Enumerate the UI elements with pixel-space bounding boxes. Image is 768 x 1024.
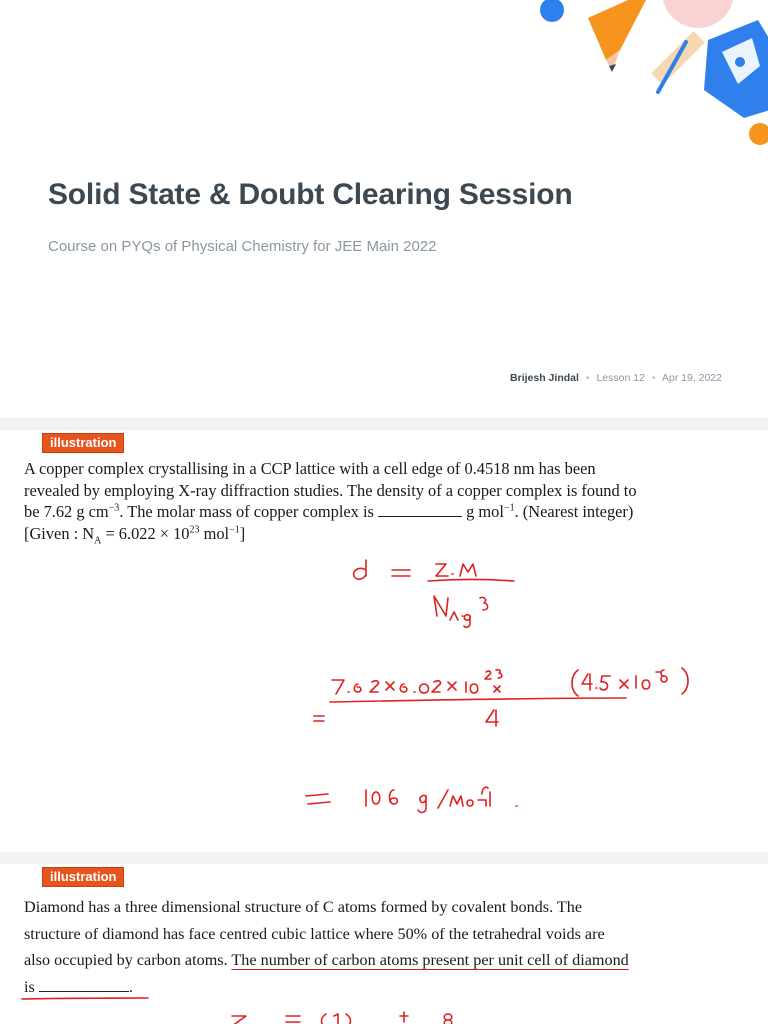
illustration-slide-2	[0, 864, 768, 1024]
cover-slide	[0, 0, 768, 418]
handwritten-solution	[0, 430, 768, 852]
handwritten-substitution	[314, 668, 688, 726]
question-line: also occupied by carbon atoms. The number of carbon atoms present per unit cell of diamond	[24, 951, 629, 969]
handwritten-density-formula	[354, 560, 514, 627]
illustration-tag: illustration	[42, 867, 124, 887]
page-divider	[0, 418, 768, 430]
question-line: be 7.62 g $cm^{-3}$. The molar mass of copper complex is g mol$^{-1}$. (Nearest integer)	[24, 502, 634, 522]
blue-dot-decoration	[540, 0, 564, 22]
meta-separator: •	[585, 372, 590, 384]
decorative-stationery-illustration	[508, 0, 768, 160]
question-line: [Given : $N_A = 6.022 \times 10^{23}$ mol$^{-1}$]	[24, 523, 246, 547]
handwritten-partial-working	[0, 864, 768, 1024]
lesson-meta	[510, 372, 722, 384]
question-line: Diamond has a three dimensional structure of C atoms formed by covalent bonds. The	[24, 898, 583, 916]
illustration-tag: illustration	[42, 433, 124, 453]
pink-circle-decoration	[662, 0, 734, 28]
question-line: A copper complex crystallising in a CCP lattice with a cell edge of 0.4518 nm has been	[24, 459, 596, 478]
meta-separator: •	[651, 372, 656, 384]
illustration-slide-1	[0, 430, 768, 852]
lesson-number: Lesson 12	[596, 372, 645, 384]
question-line: structure of diamond has face centred cubic lattice where 50% of the tetrahedral voids are	[24, 924, 605, 943]
question-line: revealed by employing X-ray diffraction studies. The density of a copper complex is found to	[24, 480, 637, 500]
handwritten-result	[306, 787, 517, 812]
page-title: Solid State & Doubt Clearing Session	[48, 178, 573, 211]
lesson-date: Apr 19, 2022	[661, 372, 722, 384]
orange-dot-decoration	[749, 123, 768, 145]
pencil-decoration	[588, 0, 646, 60]
highlighted-question: The number of carbon atoms present per unit cell of diamond	[231, 951, 629, 969]
question-line: is .	[24, 977, 133, 996]
page-divider	[0, 852, 768, 864]
author-name: Brijesh Jindal	[510, 372, 579, 384]
course-subtitle: Course on PYQs of Physical Chemistry for JEE Main 2022	[48, 238, 437, 255]
